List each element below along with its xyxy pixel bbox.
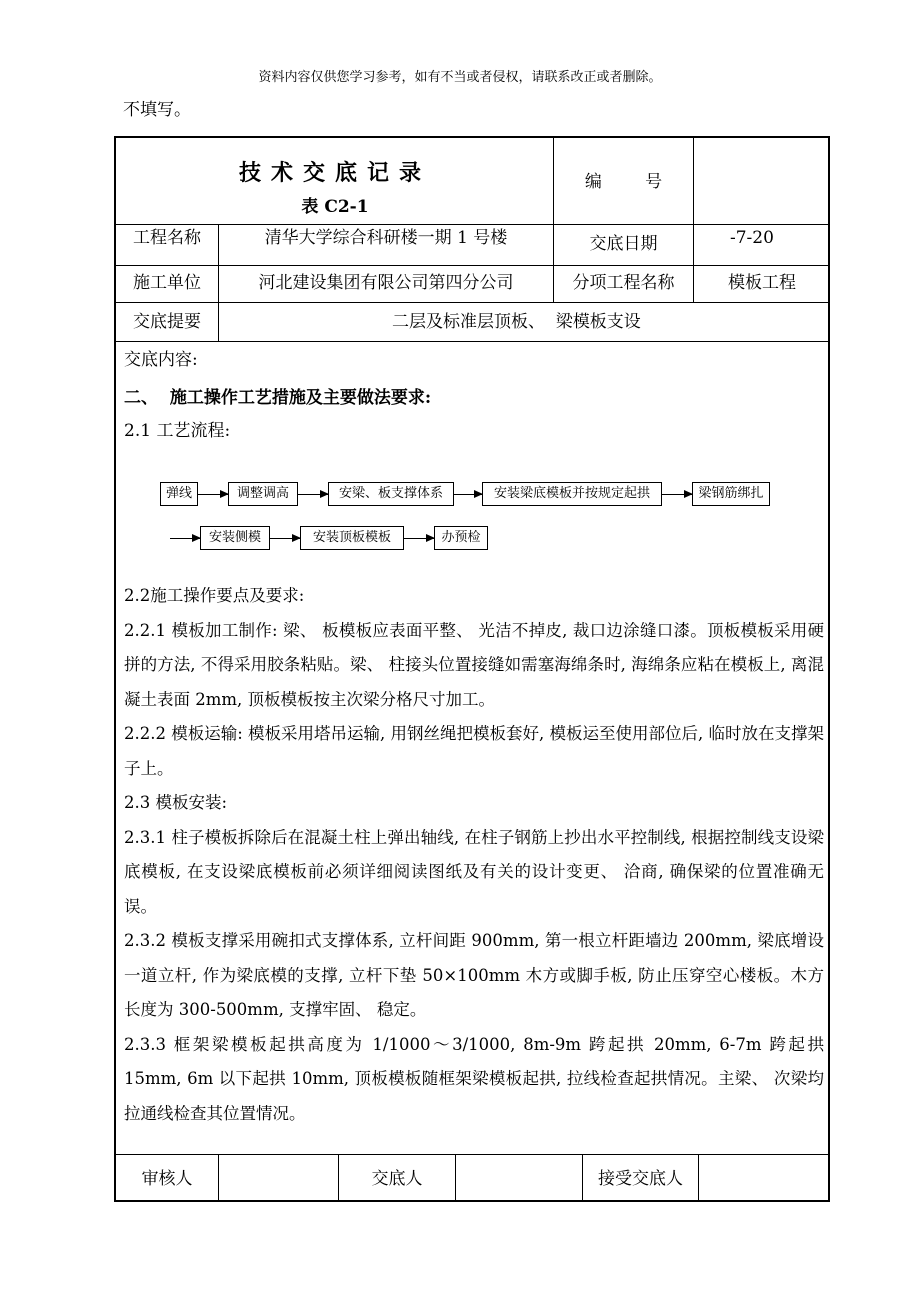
row-divider [116, 341, 828, 342]
row-divider [116, 265, 828, 266]
content-body [124, 579, 824, 1131]
discloser-label: 交底人 [371, 1169, 423, 1189]
paragraph: 2.2施工操作要点及要求: [124, 586, 305, 605]
flow-step: 梁钢筋绑扎 [692, 482, 770, 506]
flow-heading: 2.1 工艺流程: [124, 421, 231, 441]
summary-value: 二层及标准层顶板、 梁模板支设 [392, 312, 641, 332]
header-notice: 资料内容仅供您学习参考，如有不当或者侵权，请联系改正或者删除。 [258, 70, 662, 85]
reviewer-label: 审核人 [141, 1169, 193, 1189]
row-divider [116, 302, 828, 303]
project-name-value: 清华大学综合科研楼一期 1 号楼 [264, 228, 508, 248]
col-divider [218, 1154, 219, 1202]
flow-step: 安装顶板模板 [300, 526, 404, 550]
contractor-value: 河北建设集团有限公司第四分公司 [258, 273, 514, 293]
flow-step: 安梁、板支撑体系 [328, 482, 454, 506]
contractor-label: 施工单位 [133, 273, 201, 293]
flow-arrow [270, 538, 300, 539]
subproject-label: 分项工程名称 [572, 273, 675, 293]
flow-arrow [298, 494, 328, 495]
paragraph: 2.3 模板安装: [124, 793, 228, 812]
flow-arrow [170, 538, 200, 539]
project-name-label: 工程名称 [133, 228, 201, 248]
summary-label: 交底提要 [133, 312, 201, 332]
paragraph: 2.3.2 模板支撑采用碗扣式支撑体系, 立杆间距 900mm, 第一根立杆距墙边 200mm, 梁底增设一道立杆, 作为梁底模的支撑, 立杆下垫 50×100mm 木方或脚手板, 防止压穿空心楼板。木方长度为 300-500mm, 支撑牢固、 稳定。 [124, 931, 824, 1019]
technical-disclosure-form [114, 136, 830, 1202]
content-label: 交底内容: [124, 350, 198, 370]
paragraph: 2.2.1 模板加工制作: 梁、 板模板应表面平整、 光洁不掉皮, 裁口边涂缝口漆。顶板模板采用硬拼的方法, 不得采用胶条粘贴。梁、 柱接头位置接缝如需塞海绵条时, 海绵条应粘在模板上, 离混凝土表面 2mm, 顶板模板按主次梁分格尺寸加工。 [124, 620, 824, 709]
flow-arrow [198, 494, 228, 495]
paragraph: 2.3.3 框架梁模板起拱高度为 1/1000～3/1000, 8m-9m 跨起拱 20mm, 6-7m 跨起拱 15mm, 6m 以下起拱 10mm, 顶板模板随框架梁模板起拱, 拉线检查起拱情况。主梁、 次梁均拉通线检查其位置情况。 [124, 1034, 824, 1123]
receiver-label: 接受交底人 [598, 1169, 683, 1189]
subproject-value: 模板工程 [728, 273, 796, 293]
number-label: 编 号 [584, 172, 663, 192]
form-title: 技术交底记录 [238, 160, 431, 186]
section-heading: 二、 施工操作工艺措施及主要做法要求: [124, 388, 432, 408]
date-value: -7-20 [730, 228, 774, 248]
flow-step: 安装侧模 [200, 526, 270, 550]
flow-step: 弹线 [160, 482, 198, 506]
flow-arrow [454, 494, 482, 495]
col-divider [698, 1154, 699, 1202]
paragraph: 2.3.1 柱子模板拆除后在混凝土柱上弹出轴线, 在柱子钢筋上抄出水平控制线, 根据控制线支设梁底模板, 在支设梁底模板前必须详细阅读图纸及有关的设计变更、 洽商, 确保梁的位置准确无误。 [124, 827, 824, 916]
flow-step: 安装梁底模板并按规定起拱 [482, 482, 662, 506]
paragraph: 2.2.2 模板运输: 模板采用塔吊运输, 用钢丝绳把模板套好, 模板运至使用部位后, 临时放在支撑架子上。 [124, 724, 825, 778]
pre-text: 不填写。 [123, 100, 191, 120]
row-divider [116, 224, 828, 225]
date-label: 交底日期 [589, 234, 658, 254]
form-subtitle: 表 C2-1 [301, 197, 369, 217]
flow-arrow [662, 494, 692, 495]
flow-step: 调整调高 [228, 482, 298, 506]
flow-arrow [404, 538, 434, 539]
col-divider [455, 1154, 456, 1202]
row-divider [116, 1154, 828, 1155]
flow-step: 办预检 [434, 526, 488, 550]
